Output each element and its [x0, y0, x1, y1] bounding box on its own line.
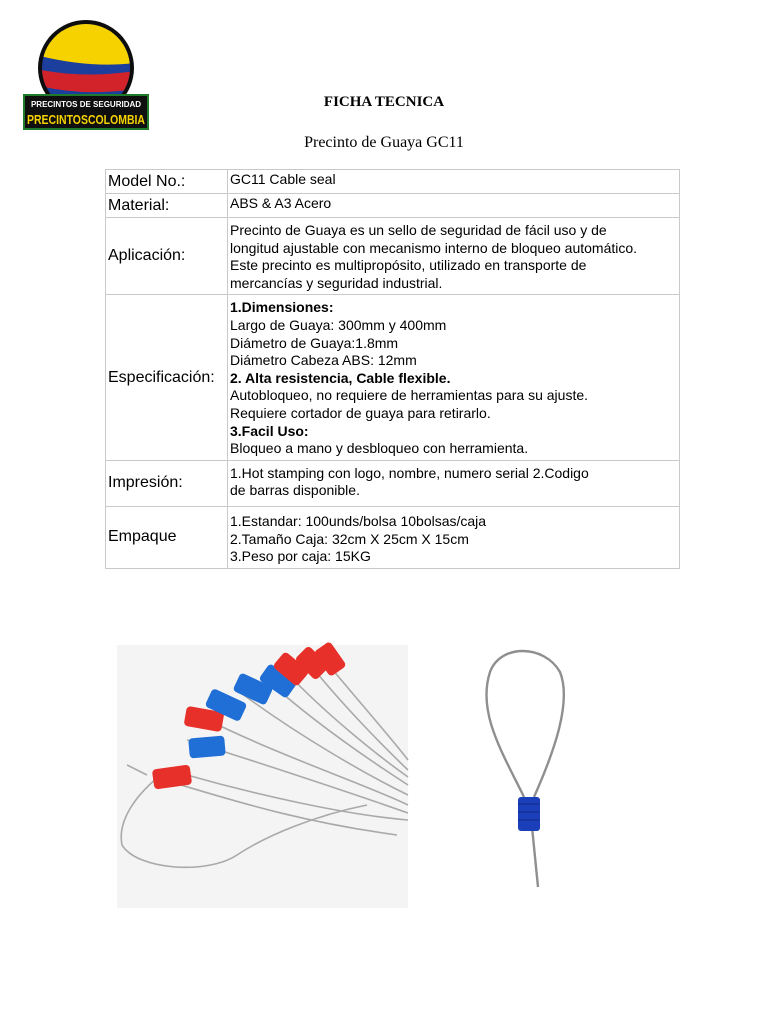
dimension-line: Diámetro de Guaya:1.8mm	[230, 334, 399, 351]
empaque-line: 2.Tamaño Caja: 32cm X 25cm X 15cm	[230, 530, 469, 547]
table-row	[106, 295, 680, 460]
impresion-line: de barras disponible.	[230, 482, 360, 499]
label-empaque: Empaque	[106, 506, 228, 568]
svg-text:PRECINTOS DE SEGURIDAD: PRECINTOS DE SEGURIDAD	[30, 100, 142, 109]
uso-line: Bloqueo a mano y desbloqueo con herramienta.	[230, 440, 529, 457]
resistencia-heading: 2. Alta resistencia, Cable flexible.	[230, 369, 451, 386]
aplicacion-line: Este precinto es multipropósito, utilizado en transporte de	[230, 257, 587, 274]
aplicacion-line: longitud ajustable con mecanismo interno de bloqueo automático.	[230, 239, 638, 256]
table-row	[106, 506, 680, 568]
label-model: Model No.:	[106, 170, 228, 194]
value-material: ABS & A3 Acero	[228, 194, 680, 218]
impresion-line: 1.Hot stamping con logo, nombre, numero serial 2.Codigo	[230, 464, 589, 481]
dimension-line: Diámetro Cabeza ABS: 12mm	[230, 352, 417, 369]
precintoscolombia-logo	[22, 18, 150, 132]
uso-heading: 3.Facil Uso:	[230, 422, 309, 439]
table-row	[106, 218, 680, 295]
resistencia-line: Autobloqueo, no requiere de herramientas para su ajuste.	[230, 387, 589, 404]
value-empaque	[228, 506, 680, 568]
empaque-line: 1.Estandar: 100unds/bolsa 10bolsas/caja	[230, 512, 487, 529]
spec-table	[105, 169, 680, 569]
label-impresion: Impresión:	[106, 460, 228, 506]
dimension-line: Largo de Guaya: 300mm y 400mm	[230, 316, 447, 333]
blue-seal-head	[518, 797, 540, 831]
value-model: GC11 Cable seal	[228, 170, 680, 194]
label-material: Material:	[106, 194, 228, 218]
single-cable-seal-photo	[472, 642, 582, 892]
table-row	[106, 460, 680, 506]
label-aplicacion: Aplicación:	[106, 218, 228, 295]
aplicacion-line: mercancías y seguridad industrial.	[230, 274, 443, 291]
svg-text:PRECINTOSCOLOMBIA: PRECINTOSCOLOMBIA	[27, 112, 146, 127]
resistencia-line: Requiere cortador de guaya para retirarlo.	[230, 404, 491, 421]
dimensiones-heading: 1.Dimensiones:	[230, 299, 334, 316]
page-title: FICHA TECNICA	[323, 94, 445, 110]
aplicacion-line: Precinto de Guaya es un sello de seguridad de fácil uso y de	[230, 222, 607, 238]
empaque-line: 3.Peso por caja: 15KG	[230, 548, 371, 565]
value-impresion	[228, 460, 680, 506]
value-especificacion	[228, 295, 680, 460]
cable-seals-bundle-photo	[117, 645, 408, 908]
table-row	[106, 170, 680, 194]
table-row	[106, 194, 680, 218]
value-aplicacion	[228, 218, 680, 295]
page-subtitle: Precinto de Guaya GC11	[304, 134, 464, 151]
label-especificacion: Especificación:	[106, 295, 228, 460]
